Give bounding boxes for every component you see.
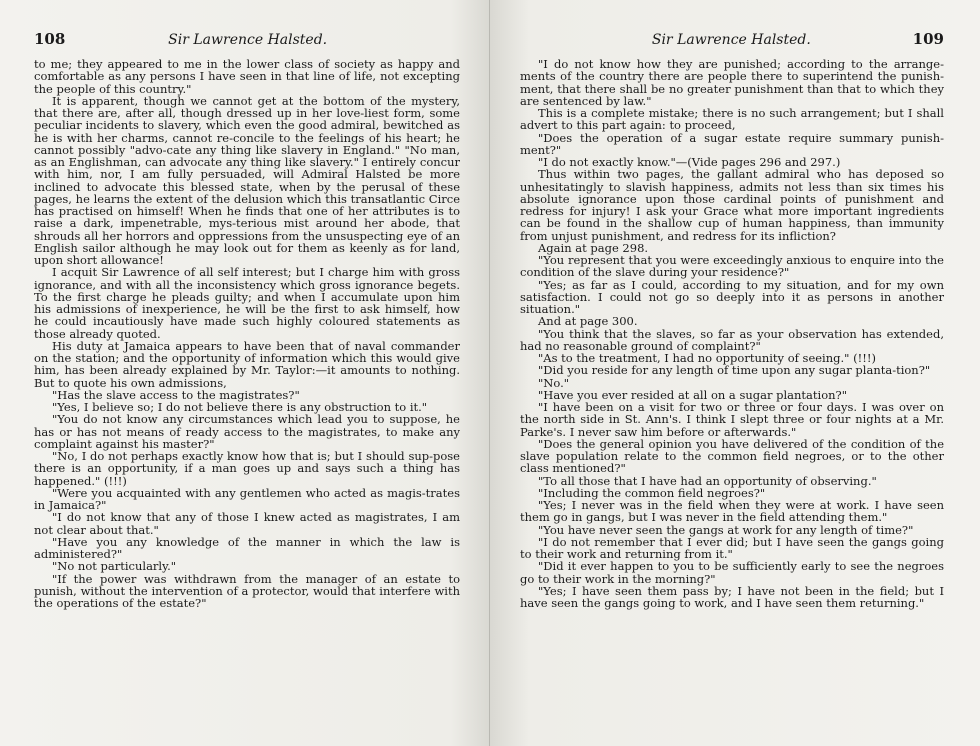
paragraph: "I do not remember that I ever did; but I have seen the gangs going to their work and returning from it."	[520, 534, 944, 561]
paragraph: to me; they appeared to me in the lower class of society as happy and comfortable as any persons I have seen in that line of life, not excepting the people of this country."	[34, 57, 460, 96]
paragraph: "I do not know how they are punished; according to the arrange-ments of the country there are people there to superintend the punish-ment, that there shall be no greater punishment than that to which they are sentenced by law."	[520, 57, 944, 108]
paragraph: "Have you any knowledge of the manner in which the law is administered?"	[34, 534, 460, 561]
right-page-body	[520, 58, 944, 609]
page-number: 109	[912, 30, 944, 48]
paragraph: "Yes, I believe so; I do not believe there is any obstruction to it."	[52, 400, 428, 414]
paragraph: I acquit Sir Lawrence of all self interest; but I charge him with gross ignorance, and with all the inconsistency which gross ignorance begets. To the first charge he pleads guilty; and when I accumulate upon him his admissions of inexperience, he will be the first to ask himself, how he could incautiously have made such highly coloured statements as those already quoted.	[34, 265, 460, 341]
paragraph: "I do not exactly know."—(Vide pages 296 and 297.)	[538, 155, 841, 169]
left-page-body	[34, 58, 460, 609]
running-title: Sir Lawrence Halsted.	[168, 32, 328, 48]
paragraph: "Including the common field negroes?"	[538, 485, 766, 500]
paragraph: "You think that the slaves, so far as your observation has extended, had no reasonable ground of complaint?"	[520, 326, 944, 353]
paragraph: "Does the general opinion you have delivered of the condition of the slave population relate to the common field negroes, or to the other class mentioned?"	[520, 436, 944, 476]
paragraph: "You do not know any circumstances which lead you to suppose, he has or has not means of ready access to the magistrates, to make any complaint against his master?"	[34, 412, 460, 451]
paragraph: "No."	[538, 375, 570, 390]
paragraph: This is a complete mistake; there is no such arrangement; but I shall advert to this part again: to proceed,	[520, 106, 944, 133]
paragraph: "To all those that I have had an opportunity of observing."	[538, 473, 877, 488]
paragraph: "I do not know that any of those I knew acted as magistrates, I am not clear about that."	[34, 510, 460, 537]
paragraph: "Did it ever happen to you to be sufficiently early to see the negroes go to their work in the morning?"	[520, 559, 944, 586]
paragraph: It is apparent, though we cannot get at the bottom of the mystery, that there are, after all, though dressed up in her love-liest form, some peculiar incidents to slavery, which even the good admiral, bewitched as he is with her charms, cannot re-concile to the feelings of his heart; he cannot possibly "advo-cate any thing like slavery in England." "No man, as an Englishman, can advocate any thing like slavery." I entirely concur with him, nor, I am fully persuaded, will Admiral Halsted be more inclined to advocate this blessed state, when by the perusal of these pages, he learns the extent of the delusion which this transatlantic Circe has practised on himself! When he finds that one of her attributes is to raise a dark, impenetrable, mys-terious mist around her abode, that shrouds all her horrors and oppressions from the unsuspecting eye of an English sailor although he may look out for them as keenly as for land, upon short allowance!	[34, 93, 460, 267]
paragraph: "You have never seen the gangs at work for any length of time?"	[538, 522, 914, 537]
paragraph: Again at page 298.	[538, 240, 649, 255]
paragraph: "Does the operation of a sugar estate require summary punish-ment?"	[520, 130, 944, 157]
right-page	[490, 0, 980, 746]
paragraph: "Were you acquainted with any gentlemen who acted as magis-trates in Jamaica?"	[34, 485, 460, 512]
paragraph: "Yes; I have seen them pass by; I have not been in the field; but I have seen the gangs going to work, and I have seen them returning."	[520, 583, 944, 610]
paragraph: Thus within two pages, the gallant admiral who has deposed so unhesitatingly to slavish happiness, admits not less than six times his absolute ignorance upon those cardinal points of punishment and redress for injury! I ask your Grace what more important ingredients can be found in the shallow cup of human happiness, than immunity from unjust punishment, and redress for its infliction?	[520, 167, 944, 243]
paragraph: "If the power was withdrawn from the manager of an estate to punish, without the intervention of a protector, would that interfere with the operations of the estate?"	[34, 571, 460, 610]
paragraph: "As to the treatment, I had no opportunity of seeing." (!!!)	[538, 351, 876, 365]
left-page-header	[34, 30, 460, 54]
right-page-header	[520, 30, 944, 54]
paragraph: "Yes; I never was in the field when they were at work. I have seen them go in gangs, but I was never in the field attending them."	[520, 498, 944, 525]
paragraph: "Has the slave access to the magistrates?"	[52, 387, 300, 402]
paragraph: His duty at Jamaica appears to have been that of naval commander on the station; and the opportunity of information which this would give him, has been already explained by Mr. Taylor:—it amounts to nothing. But to quote his own admissions,	[34, 338, 460, 390]
running-title: Sir Lawrence Halsted.	[651, 32, 811, 48]
page-number: 108	[34, 30, 66, 48]
paragraph: "Yes; as far as I could, according to my situation, and for my own satisfaction. I could not go so deeply into it as persons in another situation."	[520, 277, 944, 316]
paragraph: "No not particularly."	[52, 559, 177, 574]
paragraph: "I have been on a visit for two or three or four days. I was over on the north side in St. Ann's. I think I slept three or four nights at a Mr. Parke's. I never saw him before or afterwards."	[520, 400, 944, 439]
paragraph: "No, I do not perhaps exactly know how that is; but I should sup-pose there is an opportunity, if a man goes up and says such a thing has happened." (!!!)	[34, 449, 460, 488]
paragraph: And at page 300.	[538, 314, 638, 329]
paragraph: "You represent that you were exceedingly anxious to enquire into the condition of the slave during your residence?"	[520, 253, 944, 280]
paragraph: "Have you ever resided at all on a sugar plantation?"	[538, 387, 847, 402]
paragraph: "Did you reside for any length of time upon any sugar planta-tion?"	[538, 363, 931, 378]
